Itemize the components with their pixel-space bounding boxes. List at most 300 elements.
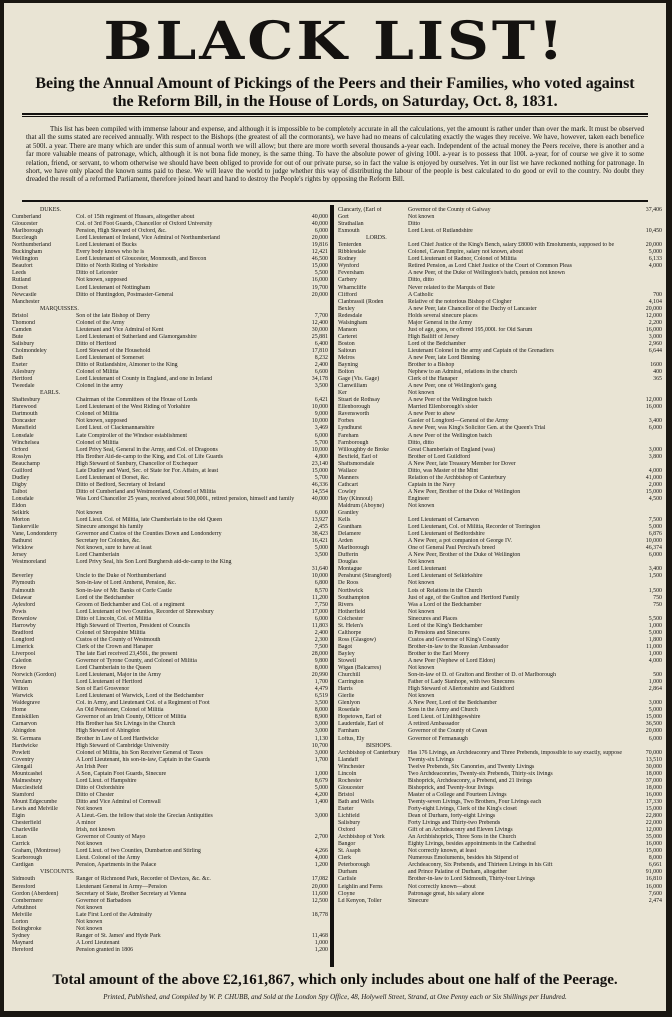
peer-description: Brother to a Bishop [408, 362, 455, 369]
peer-amount: 10,000 [311, 573, 328, 580]
peer-name: Sidmouth [12, 876, 35, 883]
peer-amount: 4,800 [314, 453, 328, 460]
list-item [12, 334, 328, 341]
peer-description: Not known [76, 925, 103, 932]
peer-description: Governor of the County of Galway [408, 207, 491, 213]
peer-description: Col. of 3rd Foot Guards, Chancellor of Oxford University [76, 221, 213, 228]
list-item [338, 334, 662, 341]
list-item [338, 545, 662, 552]
peer-amount: 365 [653, 376, 662, 383]
list-item [12, 552, 328, 559]
list-item [338, 418, 662, 425]
peer-description: Relation of the Archbishop of Canterbury [408, 474, 506, 481]
peer-name: Buckingham [12, 249, 43, 256]
list-item [338, 313, 662, 320]
peer-name: Archbishop of Canterbury [338, 749, 400, 756]
peer-amount: 37,000 [645, 777, 662, 784]
peer-name: Stuart de Rothsay [338, 397, 380, 404]
peer-description: Lord Lieutenant of Dorset, &c. [76, 474, 150, 481]
peer-description: High Steward of Allertonshire and Guildford [408, 686, 514, 693]
list-item [338, 270, 662, 277]
peer-name: Jersey [12, 552, 27, 559]
peer-amount: 30,000 [311, 326, 328, 333]
peer-description: Sinecures and Places [408, 615, 458, 622]
peer-amount: 15,000 [645, 488, 662, 495]
list-item [12, 270, 328, 277]
list-item [338, 390, 662, 397]
peer-amount: 1,400 [314, 798, 328, 805]
peer-description: Late Dudley and Ward, Sec. of State for For. Affairs, at least [76, 467, 219, 474]
peer-name: Clerk [338, 855, 352, 862]
peer-name: Stamford [12, 791, 34, 798]
list-item [338, 602, 662, 609]
list-item [12, 299, 328, 306]
peer-amount: 4,266 [314, 848, 328, 855]
list-item [12, 630, 328, 637]
peer-name: Montague [338, 566, 362, 573]
peer-name: Delawar [12, 594, 32, 601]
peer-name: Digby [12, 481, 27, 488]
peer-name: Powlett [12, 749, 30, 756]
peer-amount: 4,200 [314, 791, 328, 798]
peer-description: A New Peer, Brother of the Duke of Wellington [408, 488, 521, 495]
section-heading: EARLS. [40, 390, 61, 397]
list-item [12, 912, 328, 919]
peer-name: Ld Kenyon, Toller [338, 897, 382, 904]
list-item [12, 580, 328, 587]
peer-name: Bolton [338, 369, 355, 376]
peer-amount: 1,000 [314, 770, 328, 777]
peer-name: Penshurst (Strangford) [338, 573, 392, 580]
list-item [12, 588, 328, 595]
peer-name: Clancarty, (Earl of [338, 207, 382, 213]
peer-amount: 38,423 [311, 531, 328, 538]
peer-amount [298, 926, 328, 933]
peer-name: Calthorpe [338, 629, 362, 636]
peer-name: Lonsdale [12, 495, 34, 502]
peer-name: Graham, (Montrose) [12, 848, 61, 855]
peer-name: Manson [338, 326, 357, 333]
peer-description: Governor of Fermanaugh [408, 735, 468, 742]
peer-amount [298, 841, 328, 848]
list-item [12, 503, 328, 510]
list-item [338, 644, 662, 651]
peer-description: Captain in the Navy [408, 481, 456, 488]
peer-amount: 6,000 [648, 425, 662, 432]
list-item [338, 869, 662, 876]
list-item [12, 510, 328, 517]
list-item [338, 693, 662, 700]
peer-description: Son of the late Bishop of Derry [76, 312, 150, 319]
peer-description: Gift of an Archdeaconry and Eleven Livings [408, 827, 513, 834]
peer-name: Verulam [12, 679, 32, 686]
list-item [12, 714, 328, 721]
peer-amount: 1,130 [314, 735, 328, 742]
peer-amount: 2,300 [314, 636, 328, 643]
list-item [338, 292, 662, 299]
list-item [12, 362, 328, 369]
section-heading: DUKES. [40, 207, 62, 213]
list-item [12, 637, 328, 644]
peer-amount [632, 270, 662, 277]
peer-description: One of General Paul Percival's breed [408, 545, 495, 552]
peer-name: Hertford [12, 376, 33, 383]
peer-name: Tenterden [338, 242, 362, 249]
peer-description: Not known, supposed [76, 277, 128, 284]
peer-description: Son-in-law of Lord Amherst, Pension, &c. [76, 580, 177, 587]
peer-amount: 6,133 [648, 256, 662, 263]
peer-description: Lord Lieutenant of Bucks [76, 242, 137, 249]
peer-description: Not known [76, 904, 103, 911]
list-item [338, 228, 662, 235]
list-item [338, 637, 662, 644]
list-item [338, 714, 662, 721]
list-item [338, 369, 662, 376]
list-item [12, 898, 328, 905]
list-item [338, 440, 662, 447]
peer-name: Hardwicke [12, 742, 38, 749]
peer-name: Archbishop of York [338, 834, 385, 841]
peer-name: Clanwilliam [338, 383, 368, 390]
peer-amount: 1,500 [648, 587, 662, 594]
list-item [338, 728, 662, 735]
peer-name: Grantham [338, 524, 362, 531]
list-item [12, 468, 328, 475]
peer-description: Lord Lieutenant of Radnor, Colonel of Militia [408, 256, 517, 263]
peer-description: Lord Lieut. of Hampshire [76, 777, 137, 784]
peer-amount: 16,000 [311, 277, 328, 284]
peer-amount: 5,700 [314, 474, 328, 481]
peer-amount [632, 665, 662, 672]
peer-description: Lord Lieutenant of Gloucester, Monmouth, and Brecon [76, 256, 207, 263]
list-item [12, 496, 328, 503]
peer-amount: 2,960 [648, 340, 662, 347]
list-item [12, 404, 328, 411]
list-item [338, 221, 662, 228]
peer-name: Macclesfield [12, 784, 43, 791]
list-item [338, 559, 662, 566]
peer-description: Father of Lady Stanhope, with two Sinecures [408, 679, 515, 686]
peer-name: Harris [338, 686, 353, 693]
peer-name: Wharncliffe [338, 284, 367, 291]
list-item [12, 623, 328, 630]
peer-amount: 8,000 [314, 665, 328, 672]
peer-name: Lincoln [338, 770, 357, 777]
peer-description: Colonel, Cavan Empire, salary not known, about [408, 249, 524, 256]
peer-description: High Steward of Tiverton, President of Councils [76, 622, 191, 629]
peer-amount [632, 440, 662, 447]
list-item [12, 348, 328, 355]
list-item [338, 707, 662, 714]
peer-amount: 3,469 [314, 425, 328, 432]
peer-description: Bishoprick, Archdeaconry, a Prebend, and 21 livings [408, 777, 533, 784]
peer-amount: 5,000 [648, 707, 662, 714]
peer-name: Plymouth [12, 580, 35, 587]
peer-description: A Lieut.-Gen. the fellow that stole the Grecian Antiquities [76, 813, 213, 820]
peer-name: Wicklow [12, 545, 34, 552]
peer-name: Churchill [338, 672, 361, 679]
peer-description: Custos of the County of Westmouth [76, 636, 161, 643]
peer-amount [298, 503, 328, 510]
peer-amount: 7,500 [648, 517, 662, 524]
peer-amount [298, 764, 328, 771]
peer-description: Not known [408, 502, 435, 509]
peer-description: Lord Privy Seal, his Son Lord Burghersh aid-de-camp to the King [76, 559, 232, 566]
list-item [338, 813, 662, 820]
list-item [338, 552, 662, 559]
peer-description: An Archbishoprick, Three Sons in the Church [408, 834, 517, 841]
peer-name: Bath [12, 354, 24, 361]
peer-description: Secretary for Colonies, &c. [76, 538, 141, 545]
peer-description: Col. in Army, and Lieutenant Col. of a Regiment of Foot [76, 700, 210, 707]
peer-description: A New Peer, a pot companion of George IV. [408, 538, 512, 545]
peer-amount [632, 510, 662, 517]
peer-description: Sons in the Army and Church [408, 707, 478, 714]
peer-name: Rutland [12, 277, 31, 284]
peer-description: Colonel of the Army [76, 319, 125, 326]
peer-amount: 6,876 [648, 531, 662, 538]
peer-name: Wilton [12, 686, 29, 693]
peer-name: Salisbury [12, 340, 35, 347]
list-item [338, 566, 662, 573]
peer-name: Stowell [338, 658, 356, 664]
list-item [12, 707, 328, 714]
list-item [12, 785, 328, 792]
list-item [338, 616, 662, 623]
peer-description: A Son, Captain Foot Guards, Sinecure [76, 770, 167, 777]
list-item [338, 531, 662, 538]
peer-name: Ross (Glasgow) [338, 636, 376, 643]
peer-name: Harewood [12, 404, 37, 411]
peer-amount: 500 [653, 672, 662, 679]
list-item [12, 848, 328, 855]
peer-description: Lord Lieutenant of Selkirkshire [408, 573, 483, 580]
peer-amount: 6,000 [648, 735, 662, 742]
peer-amount: 70,000 [645, 749, 662, 756]
peer-amount [632, 355, 662, 362]
list-item [12, 475, 328, 482]
peer-amount: 22,000 [645, 820, 662, 827]
peer-name: Beverley [12, 573, 34, 580]
peer-description: A Lord Lieutenant [76, 939, 120, 946]
list-item [12, 806, 328, 813]
peer-amount: 3,000 [648, 333, 662, 340]
peer-description: Bishoprick, and Twenty-four livings [408, 784, 494, 791]
list-item [12, 834, 328, 841]
peer-amount: 7,500 [314, 643, 328, 650]
peer-amount: 4,104 [648, 298, 662, 305]
peer-amount: 3,400 [648, 418, 662, 425]
peer-amount: 4,000 [648, 467, 662, 474]
list-item [338, 461, 662, 468]
list-item [338, 524, 662, 531]
list-item [12, 292, 328, 299]
list-item [12, 764, 328, 771]
peer-name: Dudley [12, 474, 30, 481]
peer-description: Not known [408, 665, 435, 672]
peer-name: Lorton [12, 918, 29, 925]
peer-amount: 9,800 [314, 658, 328, 664]
peer-description: Dean of Durham, forty-eight Livings [408, 813, 496, 820]
peer-name: Clanbrassil (Roden [338, 298, 384, 305]
list-item [12, 454, 328, 461]
peer-amount: 8,900 [314, 714, 328, 721]
list-item [338, 778, 662, 785]
peer-description: His Brother Aid-de-camp to the King, and Col. of Life Guards [76, 453, 223, 460]
section-heading: LORDS. [366, 235, 387, 242]
peer-amount: 12,400 [311, 319, 328, 326]
peer-amount: 5,500 [314, 270, 328, 277]
peer-name: Talbot [12, 488, 27, 495]
peer-name: Charleville [12, 827, 39, 834]
peer-amount: 36,500 [645, 721, 662, 728]
peer-description: Numerous Emoluments, besides his Stipend of [408, 855, 519, 862]
peer-description: A new Peer, late Lord Binning [408, 354, 480, 361]
peer-amount [632, 411, 662, 418]
list-item [12, 841, 328, 848]
peer-name: Bexfield, Earl of [338, 453, 378, 460]
peer-description: Not known [76, 510, 103, 517]
peer-description: Lord Lieut. of Rutlandshire [408, 228, 473, 235]
peer-name: Exeter [12, 362, 28, 369]
peer-amount [632, 383, 662, 390]
peer-description: Pension, Apartments in the Palace [76, 862, 157, 869]
peer-description: Ditto of Lincoln, Col. of Militia [76, 615, 152, 622]
peer-name: Home [12, 707, 27, 714]
list-item [12, 884, 328, 891]
peer-amount: 4,000 [314, 855, 328, 862]
peer-amount: 15,000 [311, 263, 328, 270]
list-item [12, 919, 328, 926]
list-item [12, 256, 328, 263]
peer-description [76, 503, 298, 510]
peer-description: Uncle to the Duke of Northumberland [76, 573, 166, 580]
peer-amount: 19,700 [311, 284, 328, 291]
list-item [12, 355, 328, 362]
peer-name: Rosslyn [12, 453, 31, 460]
peer-description: Groom of Bedchamber and Col. of a regiment [76, 601, 185, 608]
peer-amount: 5,000 [314, 545, 328, 552]
peer-amount: 41,000 [645, 474, 662, 481]
peer-amount: 6,000 [648, 552, 662, 559]
list-item [12, 221, 328, 228]
peer-amount [632, 285, 662, 292]
column-divider [330, 205, 334, 967]
peer-amount: 2,700 [314, 834, 328, 841]
peer-name: Bangor [338, 841, 356, 848]
peer-amount: 6,000 [314, 615, 328, 622]
peer-description: Lieutenant and Vice Admiral of Kent [76, 326, 164, 333]
peer-name: Exeter [338, 805, 354, 812]
list-item [338, 383, 662, 390]
peer-description: Lord Lieutenant of Ireland, Vice Admiral of Northumberland [76, 235, 220, 242]
peer-description: Late Comptroller of the Windsor establishment [76, 432, 188, 439]
list-item [338, 327, 662, 334]
peer-name: Cumberland [12, 214, 42, 221]
peer-amount: 20,000 [645, 728, 662, 735]
peer-name: Southampton [338, 594, 370, 601]
peer-name: Falmouth [12, 587, 35, 594]
peer-amount [632, 277, 662, 284]
peer-description: Lord Lieutenant of Warwick, Lord of the Bedchamber [76, 693, 204, 700]
peer-name: Arden [338, 538, 353, 545]
peer-name: Cardigan [12, 862, 34, 869]
peer-amount: 46,374 [645, 545, 662, 552]
list-item [338, 425, 662, 432]
peer-name: Gloucester [12, 221, 38, 228]
peer-amount [632, 580, 662, 587]
peer-name: Kells [338, 517, 351, 524]
list-item [338, 214, 662, 221]
peer-amount [298, 299, 328, 306]
peer-name: Coventry [12, 756, 34, 763]
broadsheet [4, 3, 666, 1011]
peer-name: Gordon (Aberdeen) [12, 890, 59, 897]
peer-name: Willoughby de Broke [338, 446, 389, 453]
peer-amount: 10,000 [311, 446, 328, 453]
peer-name: Carrington [338, 679, 364, 686]
peer-name: Redesdale [338, 312, 363, 319]
subtitle: Being the Annual Amount of Pickings of the Peers and their Families, who voted against the Reform Bill, in the House of Lords, on Saturday, Oct. 8, 1831. [35, 75, 635, 110]
rule-upper [22, 113, 648, 115]
peer-description: Colonel in the army [76, 383, 123, 390]
peer-name: Morton [12, 517, 30, 524]
list-item [338, 320, 662, 327]
peer-description: Sinecure amongst his family [76, 524, 144, 531]
page-title: BLACK LIST! [103, 10, 567, 72]
peer-description: Was Lord Chancellor 25 years, received about 500,000l., retired pension, himself and family [76, 495, 295, 502]
peer-amount: 8,679 [314, 777, 328, 784]
peer-name: Mount Edgecumbe [12, 798, 57, 805]
peer-amount: 1,000 [648, 650, 662, 657]
peer-description [76, 299, 298, 306]
peer-name: Salisbury [338, 820, 361, 827]
peer-description: Lord of the Bedchamber [408, 340, 466, 347]
peer-amount: 700 [653, 291, 662, 298]
list-item [12, 263, 328, 270]
peer-name: Bagot [338, 643, 353, 650]
peer-description: Lord Lieut. of two Counties, Dumbarton and Stirling [76, 848, 201, 855]
peer-name: Oxford [338, 827, 356, 834]
list-item [12, 862, 328, 869]
peer-description: Ditto of Leicester [76, 270, 118, 277]
list-item [12, 926, 328, 933]
peer-description: The late Earl received 23,450l., the present [76, 650, 178, 657]
peer-description: A retired Ambassador [408, 721, 460, 728]
list-item [338, 580, 662, 587]
peer-amount: 16,421 [311, 538, 328, 545]
peer-description: Ranger of Richmond Park, Recorder of Devizes, &c. &c. [76, 876, 211, 883]
peer-amount: 1,200 [314, 946, 328, 953]
list-item [12, 327, 328, 334]
peer-amount: 19,816 [311, 242, 328, 249]
list-item [338, 876, 662, 883]
peer-name: Beauchamp [12, 460, 40, 467]
peer-amount: 30,000 [645, 763, 662, 770]
list-item [12, 595, 328, 602]
peer-name: Eigin [12, 813, 25, 820]
peer-amount: 5,000 [648, 629, 662, 636]
list-item [338, 475, 662, 482]
peer-name: Leeds [12, 270, 27, 277]
peer-name: Manchester [12, 298, 40, 305]
peer-description: Not correctly known, at least [408, 848, 477, 855]
list-item [12, 721, 328, 728]
peer-amount: 20,000 [311, 235, 328, 242]
peer-amount: 3,000 [648, 700, 662, 707]
peer-amount [632, 559, 662, 566]
peer-amount: 2,400 [314, 629, 328, 636]
